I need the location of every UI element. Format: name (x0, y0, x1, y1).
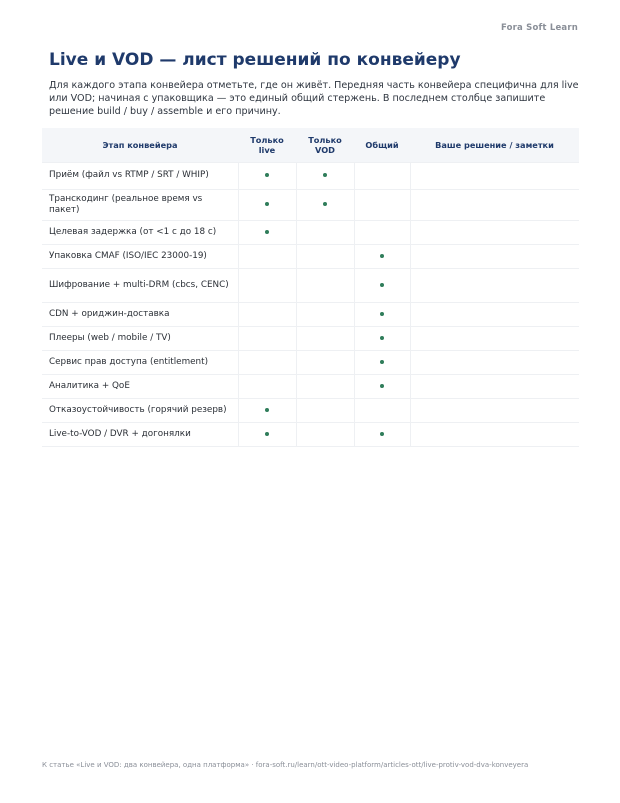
shared-mark-cell (354, 190, 410, 221)
check-dot-icon (265, 432, 269, 436)
table-row (42, 190, 579, 221)
notes-cell[interactable] (410, 190, 579, 221)
table-row (42, 221, 579, 245)
shared-mark-cell (354, 423, 410, 447)
check-dot-icon (265, 202, 269, 206)
header-live-only: Только live (238, 128, 296, 163)
vod-mark-cell (296, 303, 354, 327)
table-row (42, 423, 579, 447)
shared-mark-cell (354, 303, 410, 327)
table-row (42, 375, 579, 399)
stage-cell: Целевая задержка (от <1 с до 18 с) (42, 221, 238, 245)
live-mark-cell (238, 269, 296, 303)
stage-cell: Упаковка CMAF (ISO/IEC 23000-19) (42, 245, 238, 269)
page-title: Live и VOD — лист решений по конвейеру (49, 50, 461, 70)
vod-mark-cell (296, 269, 354, 303)
notes-cell[interactable] (410, 303, 579, 327)
stage-cell: Транскодинг (реальное время vs пакет) (42, 190, 238, 221)
notes-cell[interactable] (410, 245, 579, 269)
check-dot-icon (265, 173, 269, 177)
live-mark-cell (238, 399, 296, 423)
vod-mark-cell (296, 375, 354, 399)
shared-mark-cell (354, 351, 410, 375)
vod-mark-cell (296, 190, 354, 221)
shared-mark-cell (354, 375, 410, 399)
check-dot-icon (380, 360, 384, 364)
table-row (42, 303, 579, 327)
vod-mark-cell (296, 163, 354, 190)
shared-mark-cell (354, 399, 410, 423)
vod-mark-cell (296, 327, 354, 351)
stage-cell: CDN + ориджин-доставка (42, 303, 238, 327)
notes-cell[interactable] (410, 163, 579, 190)
live-mark-cell (238, 163, 296, 190)
live-mark-cell (238, 245, 296, 269)
brand-label: Fora Soft Learn (500, 23, 578, 33)
stage-cell: Плееры (web / mobile / TV) (42, 327, 238, 351)
table-body (42, 163, 579, 447)
vod-mark-cell (296, 423, 354, 447)
notes-cell[interactable] (410, 399, 579, 423)
check-dot-icon (323, 202, 327, 206)
table-row (42, 269, 579, 303)
notes-cell[interactable] (410, 327, 579, 351)
notes-cell[interactable] (410, 423, 579, 447)
notes-cell[interactable] (410, 221, 579, 245)
stage-cell: Live-to-VOD / DVR + догонялки (42, 423, 238, 447)
intro-paragraph: Для каждого этапа конвейера отметьте, где он живёт. Передняя часть конвейера специфична для live или VOD; начиная с упаковщика — это единый общий стержень. В последнем столбце запишите решение build / buy / assemble и его причину. (49, 80, 579, 117)
check-dot-icon (380, 312, 384, 316)
header-stage: Этап конвейера (42, 128, 238, 163)
notes-cell[interactable] (410, 351, 579, 375)
check-dot-icon (323, 173, 327, 177)
decision-table (42, 128, 579, 447)
stage-cell: Приём (файл vs RTMP / SRT / WHIP) (42, 163, 238, 190)
notes-cell[interactable] (410, 269, 579, 303)
stage-cell: Отказоустойчивость (горячий резерв) (42, 399, 238, 423)
check-dot-icon (380, 432, 384, 436)
live-mark-cell (238, 190, 296, 221)
vod-mark-cell (296, 245, 354, 269)
shared-mark-cell (354, 221, 410, 245)
check-dot-icon (380, 254, 384, 258)
check-dot-icon (380, 336, 384, 340)
live-mark-cell (238, 351, 296, 375)
live-mark-cell (238, 327, 296, 351)
header-notes: Ваше решение / заметки (410, 128, 579, 163)
stage-cell: Сервис прав доступа (entitlement) (42, 351, 238, 375)
shared-mark-cell (354, 245, 410, 269)
live-mark-cell (238, 375, 296, 399)
shared-mark-cell (354, 269, 410, 303)
table-row (42, 399, 579, 423)
stage-cell: Шифрование + multi-DRM (cbcs, CENC) (42, 269, 238, 303)
check-dot-icon (380, 384, 384, 388)
shared-mark-cell (354, 163, 410, 190)
vod-mark-cell (296, 221, 354, 245)
header-vod-only: Только VOD (296, 128, 354, 163)
vod-mark-cell (296, 351, 354, 375)
table-row (42, 351, 579, 375)
footer-source: К статье «Live и VOD: два конвейера, одна платформа» · fora-soft.ru/learn/ott-video-platform/articles-ott/live-protiv-vod-dva-konveyera (42, 761, 529, 769)
table-row (42, 327, 579, 351)
notes-cell[interactable] (410, 375, 579, 399)
check-dot-icon (265, 230, 269, 234)
check-dot-icon (265, 408, 269, 412)
live-mark-cell (238, 221, 296, 245)
live-mark-cell (238, 423, 296, 447)
stage-cell: Аналитика + QoE (42, 375, 238, 399)
table-row (42, 163, 579, 190)
table-row (42, 245, 579, 269)
live-mark-cell (238, 303, 296, 327)
check-dot-icon (380, 283, 384, 287)
vod-mark-cell (296, 399, 354, 423)
table-header-row (42, 128, 579, 163)
shared-mark-cell (354, 327, 410, 351)
header-shared: Общий (354, 128, 410, 163)
